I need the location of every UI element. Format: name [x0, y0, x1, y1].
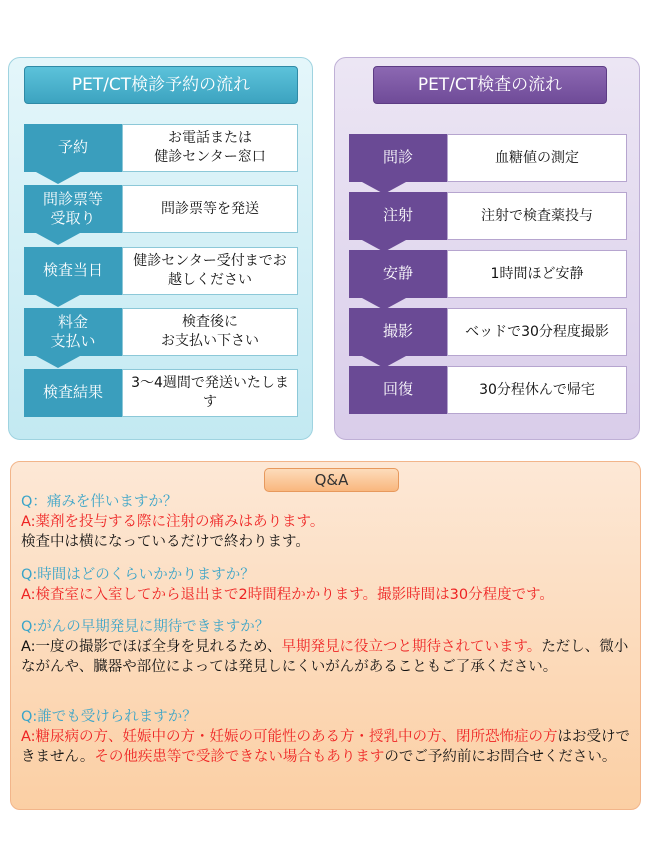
- answer-text: A:検査室に入室してから退出まで2時間程かかります。撮影時間は30分程度です。: [21, 587, 554, 603]
- qa-title: Q&A: [264, 468, 399, 492]
- step-label: 料金 支払い: [24, 308, 122, 356]
- answer-rest: ただし、微小ながんや、臓器や部位によっては発見しにくいがんがあることもご了承ください。: [21, 639, 629, 675]
- flow-arrow-icon: [36, 295, 80, 307]
- reservation-flow-panel: [8, 57, 313, 440]
- step-description: 注射で検査薬投与: [447, 192, 627, 240]
- step-label: 問診票等 受取り: [24, 185, 122, 233]
- step-label: 撮影: [349, 308, 447, 356]
- reservation-flow-title: PET/CT検診予約の流れ: [24, 66, 298, 104]
- question-text: Q:がんの早期発見に期待できますか？: [21, 619, 270, 635]
- flow-arrow-icon: [36, 356, 80, 368]
- step-description: お電話または 健診センター窓口: [122, 124, 298, 172]
- exam-flow-panel: [334, 57, 640, 440]
- flow-arrow-icon: [36, 233, 80, 245]
- answer-text: 検査中は横になっているだけで終わります。: [21, 534, 310, 550]
- step-label: 回復: [349, 366, 447, 414]
- step-label: 問診: [349, 134, 447, 182]
- step-description: 健診センター受付までお越しください: [122, 247, 298, 295]
- question-text: Q：痛みを伴いますか？: [21, 494, 178, 510]
- answer-mid: はお受けできません。: [21, 729, 631, 765]
- step-label: 予約: [24, 124, 122, 172]
- qa-item: [21, 617, 633, 677]
- step-description: 血糖値の測定: [447, 134, 627, 182]
- step-label: 検査当日: [24, 247, 122, 295]
- step-description: 30分程休んで帰宅: [447, 366, 627, 414]
- step-label: 検査結果: [24, 369, 122, 417]
- flow-arrow-icon: [36, 172, 80, 184]
- answer-highlight: 早期発見に役立つと期待されています。: [281, 639, 542, 655]
- step-description: 1時間ほど安静: [447, 250, 627, 298]
- step-label: 安静: [349, 250, 447, 298]
- answer-prefix: A:一度の撮影でほぼ全身を見れるため、: [21, 639, 282, 655]
- qa-item: [21, 565, 633, 605]
- step-label: 注射: [349, 192, 447, 240]
- answer-text: [21, 637, 633, 677]
- answer-highlight: A:糖尿病の方、妊娠中の方・妊娠の可能性のある方・授乳中の方、閉所恐怖症の方: [21, 729, 558, 745]
- question-text: Q:時間はどのくらいかかりますか？: [21, 567, 255, 583]
- step-description: 3～4週間で発送いたします: [122, 369, 298, 417]
- question-text: Q:誰でも受けられますか？: [21, 709, 197, 725]
- qa-section: [10, 461, 641, 810]
- qa-item: [21, 707, 633, 767]
- answer-text: A:薬剤を投与する際に注射の痛みはあります。: [21, 514, 325, 530]
- answer-text: [21, 727, 633, 767]
- exam-flow-title: PET/CT検査の流れ: [373, 66, 607, 104]
- answer-end: のでご予約前にお問合せください。: [384, 749, 617, 765]
- step-description: ベッドで30分程度撮影: [447, 308, 627, 356]
- step-description: 検査後に お支払い下さい: [122, 308, 298, 356]
- qa-item: [21, 492, 633, 552]
- answer-highlight: その他疾患等で受診できない場合もあります: [94, 749, 385, 765]
- step-description: 問診票等を発送: [122, 185, 298, 233]
